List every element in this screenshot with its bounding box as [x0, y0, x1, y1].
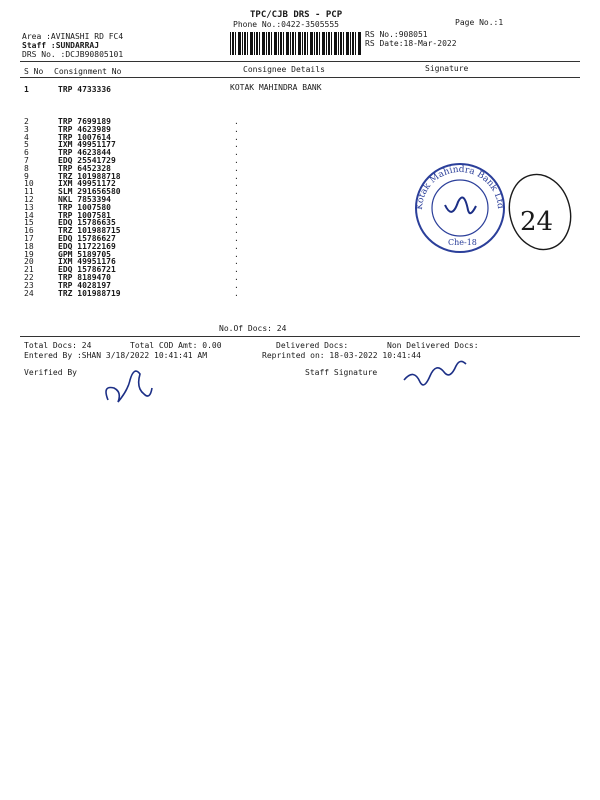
staff-signature	[400, 350, 470, 390]
row-sno: 16	[24, 226, 34, 236]
row-consignee-placeholder: .	[234, 249, 239, 259]
phone-number: Phone No.:0422-3505555	[233, 20, 339, 29]
row-consignee-placeholder: .	[234, 179, 239, 189]
handwritten-count: 24	[520, 207, 554, 237]
row-consignee-placeholder: .	[234, 132, 239, 142]
row-sno: 14	[24, 210, 34, 220]
total-cod-amount: Total COD Amt: 0.00	[130, 341, 222, 350]
delivered-docs: Delivered Docs:	[276, 341, 349, 350]
col-signature: Signature	[425, 64, 469, 73]
row-consignee-placeholder: .	[234, 234, 239, 243]
row-consignee-placeholder: .	[234, 171, 239, 181]
rs-number: RS No.:908051	[365, 30, 428, 39]
verified-by-label: Verified By	[24, 368, 77, 377]
row-consignee-placeholder: .	[234, 226, 239, 236]
row-consignment: TRP 4028197	[58, 280, 111, 290]
row-1-sno: 1	[24, 85, 29, 94]
divider-footer	[20, 336, 580, 337]
row-consignment: TRP 1007580	[58, 202, 111, 212]
row-consignee-placeholder: .	[234, 288, 239, 298]
col-consignment: Consignment No	[54, 67, 122, 76]
row-consignment: TRP 4623989	[58, 124, 111, 134]
row-sno: 3	[24, 124, 29, 134]
staff-label: Staff :SUNDARRAJ	[22, 41, 100, 50]
col-consignee: Consignee Details	[243, 65, 325, 74]
row-sno: 9	[24, 171, 29, 181]
row-sno: 20	[24, 257, 34, 267]
reprinted-on: Reprinted on: 18-03-2022 10:41:44	[262, 351, 421, 360]
row-sno: 24	[24, 288, 34, 298]
total-docs: Total Docs: 24	[24, 341, 92, 350]
row-consignment: TRZ 101988719	[58, 288, 121, 298]
bank-stamp	[400, 150, 580, 270]
staff-signature-label: Staff Signature	[305, 368, 378, 377]
no-of-docs: No.Of Docs: 24	[219, 324, 287, 333]
row-consignee-placeholder: .	[234, 148, 239, 158]
row-consignee-placeholder: .	[234, 117, 239, 126]
row-consignment: TRP 6452328	[58, 163, 111, 173]
row-consignee-placeholder: .	[234, 241, 239, 251]
divider-top	[20, 61, 580, 62]
row-consignee-placeholder: .	[234, 202, 239, 212]
row-consignee-placeholder: .	[234, 163, 239, 173]
row-consignment: IXM 49951172	[58, 179, 116, 189]
col-sno: S No	[24, 67, 44, 76]
row-sno: 8	[24, 163, 29, 173]
area-label: Area :AVINASHI RD FC4	[22, 32, 124, 41]
row-consignment: TRZ 101988718	[58, 171, 121, 181]
row-consignment: EDQ 15786627	[58, 234, 116, 243]
page-number: Page No.:1	[455, 18, 504, 27]
row-sno: 10	[24, 179, 34, 189]
row-consignee-placeholder: .	[234, 124, 239, 134]
row-sno: 4	[24, 132, 29, 142]
row-consignee-placeholder: .	[234, 265, 239, 275]
drs-number: DRS No. :DCJB90805101	[22, 50, 124, 59]
row-sno: 7	[24, 156, 29, 165]
rs-date: RS Date:18-Mar-2022	[365, 39, 457, 48]
non-delivered-docs: Non Delivered Docs:	[387, 341, 479, 350]
row-consignee-placeholder: .	[234, 156, 239, 165]
row-consignee-placeholder: .	[234, 210, 239, 220]
row-sno: 5	[24, 140, 29, 150]
row-consignment: TRZ 101988715	[58, 226, 121, 236]
row-sno: 21	[24, 265, 34, 275]
row-consignee-placeholder: .	[234, 257, 239, 267]
entered-by: Entered By :SHAN 3/18/2022 10:41:41 AM	[24, 351, 208, 360]
row-sno: 23	[24, 280, 34, 290]
row-consignment: TRP 8189470	[58, 273, 111, 282]
row-1-consignment: TRP 4733336	[58, 85, 111, 94]
row-consignee-placeholder: .	[234, 273, 239, 282]
stamp-bottom-text: Che-18	[448, 238, 477, 247]
row-consignee-placeholder: .	[234, 140, 239, 150]
row-sno: 13	[24, 202, 34, 212]
row-1-consignee: KOTAK MAHINDRA BANK	[230, 83, 322, 92]
row-sno: 22	[24, 273, 34, 282]
row-consignment: EDQ 11722169	[58, 241, 116, 251]
row-sno: 11	[24, 187, 34, 197]
row-sno: 17	[24, 234, 34, 243]
row-consignee-placeholder: .	[234, 187, 239, 197]
row-consignment: IXM 49951177	[58, 140, 116, 150]
row-sno: 12	[24, 195, 34, 204]
row-consignee-placeholder: .	[234, 280, 239, 290]
row-consignment: TRP 4623844	[58, 148, 111, 158]
row-consignment: TRP 1007581	[58, 210, 111, 220]
row-consignment: EDQ 15786635	[58, 218, 116, 228]
verifier-signature	[100, 360, 160, 410]
row-sno: 6	[24, 148, 29, 158]
row-consignment: IXM 49951176	[58, 257, 116, 267]
row-sno: 18	[24, 241, 34, 251]
row-consignment: EDQ 25541729	[58, 156, 116, 165]
row-consignee-placeholder: .	[234, 195, 239, 204]
row-consignee-placeholder: .	[234, 218, 239, 228]
row-consignment: EDQ 15786721	[58, 265, 116, 275]
row-consignment: TRP 7699189	[58, 117, 111, 126]
row-consignment: NKL 7853394	[58, 195, 111, 204]
row-consignment: TRP 1007614	[58, 132, 111, 142]
row-sno: 2	[24, 117, 29, 126]
barcode	[230, 32, 361, 55]
row-sno: 19	[24, 249, 34, 259]
report-title: TPC/CJB DRS - PCP	[250, 10, 343, 20]
row-sno: 15	[24, 218, 34, 228]
divider-header	[20, 77, 580, 78]
row-consignment: SLM 291656580	[58, 187, 121, 197]
stamp-top-text: Kotak Mahindra Bank Ltd	[414, 164, 506, 211]
row-consignment: GPM 5189705	[58, 249, 111, 259]
